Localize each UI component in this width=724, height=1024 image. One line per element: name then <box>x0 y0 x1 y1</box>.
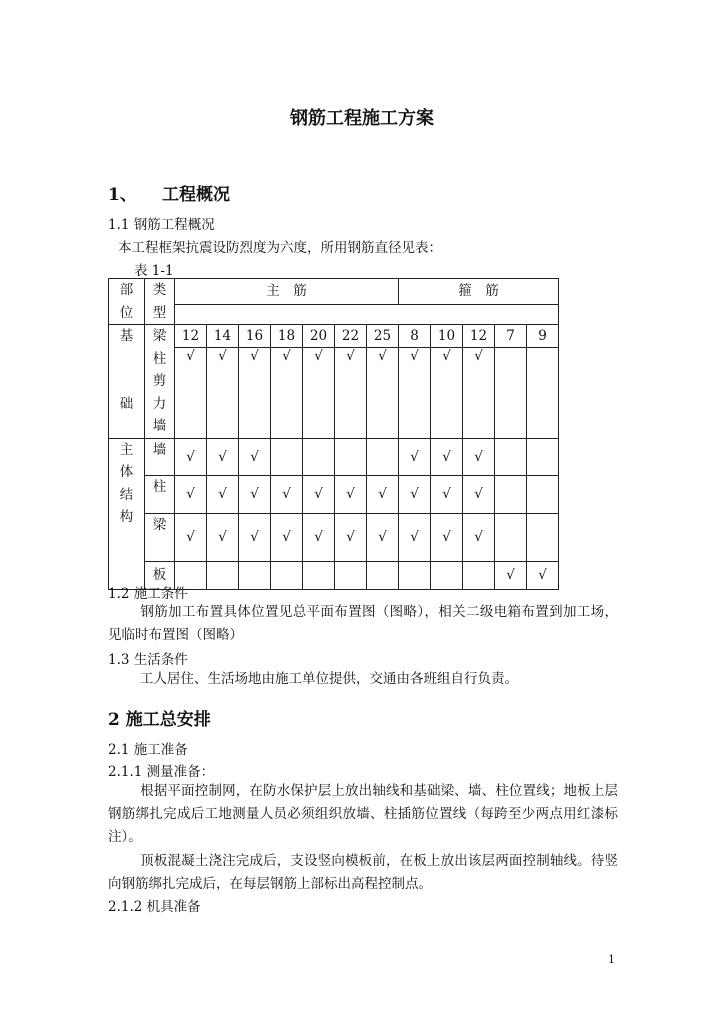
check-mark: √ <box>239 513 271 561</box>
check-mark: √ <box>303 513 335 561</box>
section-1-heading <box>108 180 230 205</box>
check-mark: √ <box>399 513 431 561</box>
subsection-1-3-text: 工人居住、生活场地由施工单位提供，交通由各班组自行负责。 <box>140 671 518 687</box>
empty-cell <box>335 561 367 589</box>
type-2: 梁 <box>145 513 175 561</box>
check-mark: √ <box>175 348 207 438</box>
empty-cell <box>527 475 559 513</box>
diameter-cell: 22 <box>335 325 367 348</box>
empty-cell <box>495 513 527 561</box>
empty-cell <box>367 561 399 589</box>
type-1: 柱 <box>145 475 175 513</box>
header-spacer <box>175 305 559 325</box>
empty-cell <box>271 438 303 475</box>
check-mark: √ <box>303 475 335 513</box>
type-3: 板 <box>145 561 175 589</box>
header-type: 类 型 <box>145 279 175 325</box>
check-mark: √ <box>175 438 207 475</box>
paragraph-slab <box>108 850 618 896</box>
empty-cell <box>527 513 559 561</box>
check-mark: √ <box>175 513 207 561</box>
empty-cell <box>303 561 335 589</box>
subsection-1-2: 1.2 施工条件 <box>108 586 188 602</box>
check-mark: √ <box>431 438 463 475</box>
check-mark: √ <box>431 513 463 561</box>
diameter-cell: 20 <box>303 325 335 348</box>
empty-cell <box>463 561 495 589</box>
check-mark: √ <box>207 348 239 438</box>
rebar-diameter-table <box>108 278 559 590</box>
check-mark: √ <box>239 475 271 513</box>
diameter-cell: 16 <box>239 325 271 348</box>
check-mark: √ <box>207 513 239 561</box>
check-mark: √ <box>495 561 527 589</box>
section-2-heading: 2 施工总安排 <box>108 710 211 730</box>
header-main-bar: 主 筋 <box>175 279 399 305</box>
header-stirrup: 箍 筋 <box>399 279 559 305</box>
subsection-1-2-text: 钢筋加工布置具体位置见总平面布置图（图略），相关二级电箱布置到加工场，见临时布置图（图略） <box>108 604 618 643</box>
check-mark: √ <box>239 438 271 475</box>
check-mark: √ <box>335 475 367 513</box>
diameter-cell: 10 <box>431 325 463 348</box>
diameter-cell: 25 <box>367 325 399 348</box>
check-mark: √ <box>367 513 399 561</box>
diameter-cell: 12 <box>463 325 495 348</box>
empty-cell <box>207 561 239 589</box>
table-caption: 表 1-1 <box>134 263 174 279</box>
check-mark: √ <box>399 475 431 513</box>
diameter-cell: 7 <box>495 325 527 348</box>
check-mark: √ <box>271 475 303 513</box>
check-mark: √ <box>207 475 239 513</box>
paragraph-measurement <box>108 780 618 849</box>
empty-cell <box>271 561 303 589</box>
diameter-cell: 12 <box>175 325 207 348</box>
check-mark: √ <box>431 475 463 513</box>
check-mark: √ <box>367 348 399 438</box>
subsection-1-1: 1.1 钢筋工程概况 <box>108 217 215 233</box>
section-1-title: 工程概况 <box>162 185 230 205</box>
empty-cell <box>527 438 559 475</box>
check-mark: √ <box>239 348 271 438</box>
empty-cell <box>303 438 335 475</box>
diameter-cell: 18 <box>271 325 303 348</box>
check-mark: √ <box>335 513 367 561</box>
subsection-1-2-paragraph <box>108 601 618 647</box>
subsection-1-3-paragraph <box>108 668 618 691</box>
check-mark: √ <box>463 438 495 475</box>
check-mark: √ <box>463 475 495 513</box>
subsection-1-3: 1.3 生活条件 <box>108 652 188 668</box>
subsection-2-1-2: 2.1.2 机具准备 <box>108 899 201 915</box>
empty-cell <box>495 438 527 475</box>
diameter-cell: 14 <box>207 325 239 348</box>
check-mark: √ <box>271 513 303 561</box>
empty-cell <box>239 561 271 589</box>
header-part: 部 位 <box>109 279 145 325</box>
empty-cell <box>367 438 399 475</box>
check-mark: √ <box>367 475 399 513</box>
paragraph-measurement-text: 根据平面控制网，在防水保护层上放出轴线和基础梁、墙、柱位置线；地板上层钢筋绑扎完成后工地测量人员必须组织放墙、柱插筋位置线（每跨至少两点用红漆标注）。 <box>108 783 618 845</box>
check-mark: √ <box>271 348 303 438</box>
check-mark: √ <box>463 513 495 561</box>
empty-cell <box>495 348 527 438</box>
subsection-1-1-text: 本工程框架抗震设防烈度为六度，所用钢筋直径见表： <box>118 240 442 256</box>
diameter-cell: 9 <box>527 325 559 348</box>
subsection-2-1-1: 2.1.1 测量准备： <box>108 764 215 780</box>
empty-cell <box>495 475 527 513</box>
check-mark: √ <box>431 348 463 438</box>
check-mark: √ <box>463 348 495 438</box>
section-1-number: 1、 <box>108 185 137 205</box>
type-foundation: 梁 柱 剪 力 墙 <box>145 325 175 439</box>
check-mark: √ <box>335 348 367 438</box>
page-number: 1 <box>608 953 615 966</box>
empty-cell <box>431 561 463 589</box>
check-mark: √ <box>527 561 559 589</box>
empty-cell <box>527 348 559 438</box>
empty-cell <box>399 561 431 589</box>
diameter-cell: 8 <box>399 325 431 348</box>
subsection-2-1: 2.1 施工准备 <box>108 742 188 758</box>
type-0: 墙 <box>145 438 175 475</box>
document-title: 钢筋工程施工方案 <box>290 108 434 129</box>
check-mark: √ <box>175 475 207 513</box>
part-foundation: 基 础 <box>109 325 145 439</box>
part-main-structure: 主 体 结 构 <box>109 438 145 589</box>
check-mark: √ <box>399 438 431 475</box>
paragraph-slab-text: 顶板混凝土浇注完成后，支设竖向模板前，在板上放出该层两面控制轴线。待竖向钢筋绑扎完成后，在每层钢筋上部标出高程控制点。 <box>108 853 618 892</box>
check-mark: √ <box>399 348 431 438</box>
check-mark: √ <box>207 438 239 475</box>
check-mark: √ <box>303 348 335 438</box>
empty-cell <box>335 438 367 475</box>
